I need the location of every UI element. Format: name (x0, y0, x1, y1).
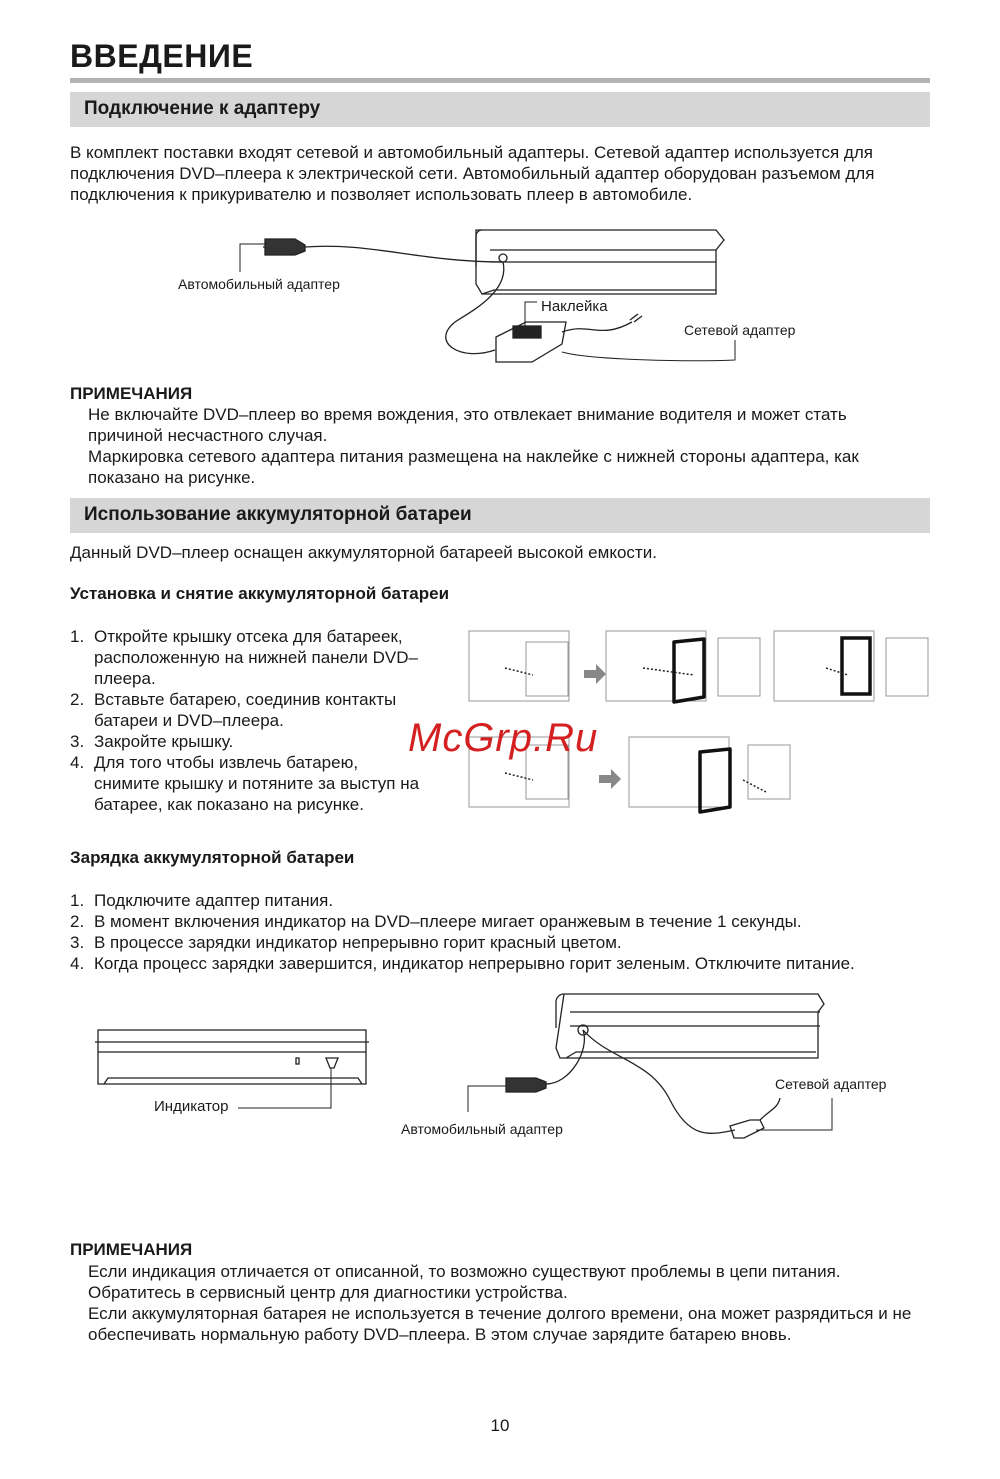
watermark: McGrp.Ru (408, 716, 599, 760)
note: Если аккумуляторная батарея не используется в течение долгого времени, она может разрядиться и не обеспечивать нормальную работу DVD–плеера. В этом случае зарядите батарею вновь. (88, 1304, 912, 1344)
list-item: 1. Откройте крышку отсека для батареек, расположенную на нижней панели DVD–плеера. (70, 627, 418, 688)
list-item: 2. В момент включения индикатор на DVD–плеере мигает оранжевым в течение 1 секунды. (70, 912, 802, 931)
adapter-connection-figure (170, 222, 830, 382)
list-item: 3. Закройте крышку. (70, 732, 234, 751)
ac-adapter-label-2: Сетевой адаптер (775, 1076, 887, 1092)
notes-1 (70, 404, 918, 488)
battery-intro: Данный DVD–плеер оснащен аккумуляторной батареей высокой емкости. (70, 543, 657, 562)
charge-title: Зарядка аккумуляторной батареи (70, 848, 355, 867)
notes-title-2: ПРИМЕЧАНИЯ (70, 1240, 193, 1259)
indicator-label: Индикатор (154, 1098, 229, 1115)
notes-2 (70, 1261, 918, 1345)
note: Маркировка сетевого адаптера питания размещена на наклейке с нижней стороны адаптера, как показано на рисунке. (88, 447, 859, 487)
title-rule (70, 78, 930, 83)
list-item: 1. Подключите адаптер питания. (70, 891, 334, 910)
section-heading: Использование аккумуляторной батареи (84, 504, 472, 525)
ac-adapter-label: Сетевой адаптер (684, 322, 796, 338)
note: Не включайте DVD–плеер во время вождения, это отвлекает внимание водителя и может стать причиной несчастного случая. (88, 405, 847, 445)
charge-steps (70, 890, 910, 974)
note: Если индикация отличается от описанной, то возможно существуют проблемы в цепи питания. Обратитесь в сервисный центр для диагностики устройства. (88, 1262, 841, 1302)
car-adapter-label: Автомобильный адаптер (178, 276, 340, 292)
adapter-paragraph: В комплект поставки входят сетевой и автомобильный адаптеры. Сетевой адаптер используется для подключения DVD–плеера к электрической сети. Автомобильный адаптер оборудован разъемом для подключения к прикуривателю и позволяет использовать плеер в автомобиле. (70, 143, 875, 204)
list-item: 4. Для того чтобы извлечь батарею, снимите крышку и потяните за выступ на батарее, как показано на рисунке. (70, 753, 420, 814)
section-header-adapter (70, 92, 930, 127)
list-item: 3. В процессе зарядки индикатор непрерывно горит красный цветом. (70, 933, 622, 952)
install-steps (70, 626, 452, 815)
sticker-label: Наклейка (541, 298, 608, 315)
section-header-battery (70, 498, 930, 533)
list-item: 4. Когда процесс зарядки завершится, индикатор непрерывно горит зеленым. Отключите питание. (70, 954, 855, 973)
list-item: 2. Вставьте батарею, соединив контакты батареи и DVD–плеера. (70, 690, 397, 730)
notes-title-1: ПРИМЕЧАНИЯ (70, 384, 193, 403)
car-adapter-label-2: Автомобильный адаптер (401, 1121, 563, 1137)
install-title: Установка и снятие аккумуляторной батареи (70, 584, 450, 603)
page-title: ВВЕДЕНИЕ (70, 38, 254, 74)
page-number: 10 (490, 1416, 510, 1435)
section-heading: Подключение к адаптеру (84, 98, 321, 119)
